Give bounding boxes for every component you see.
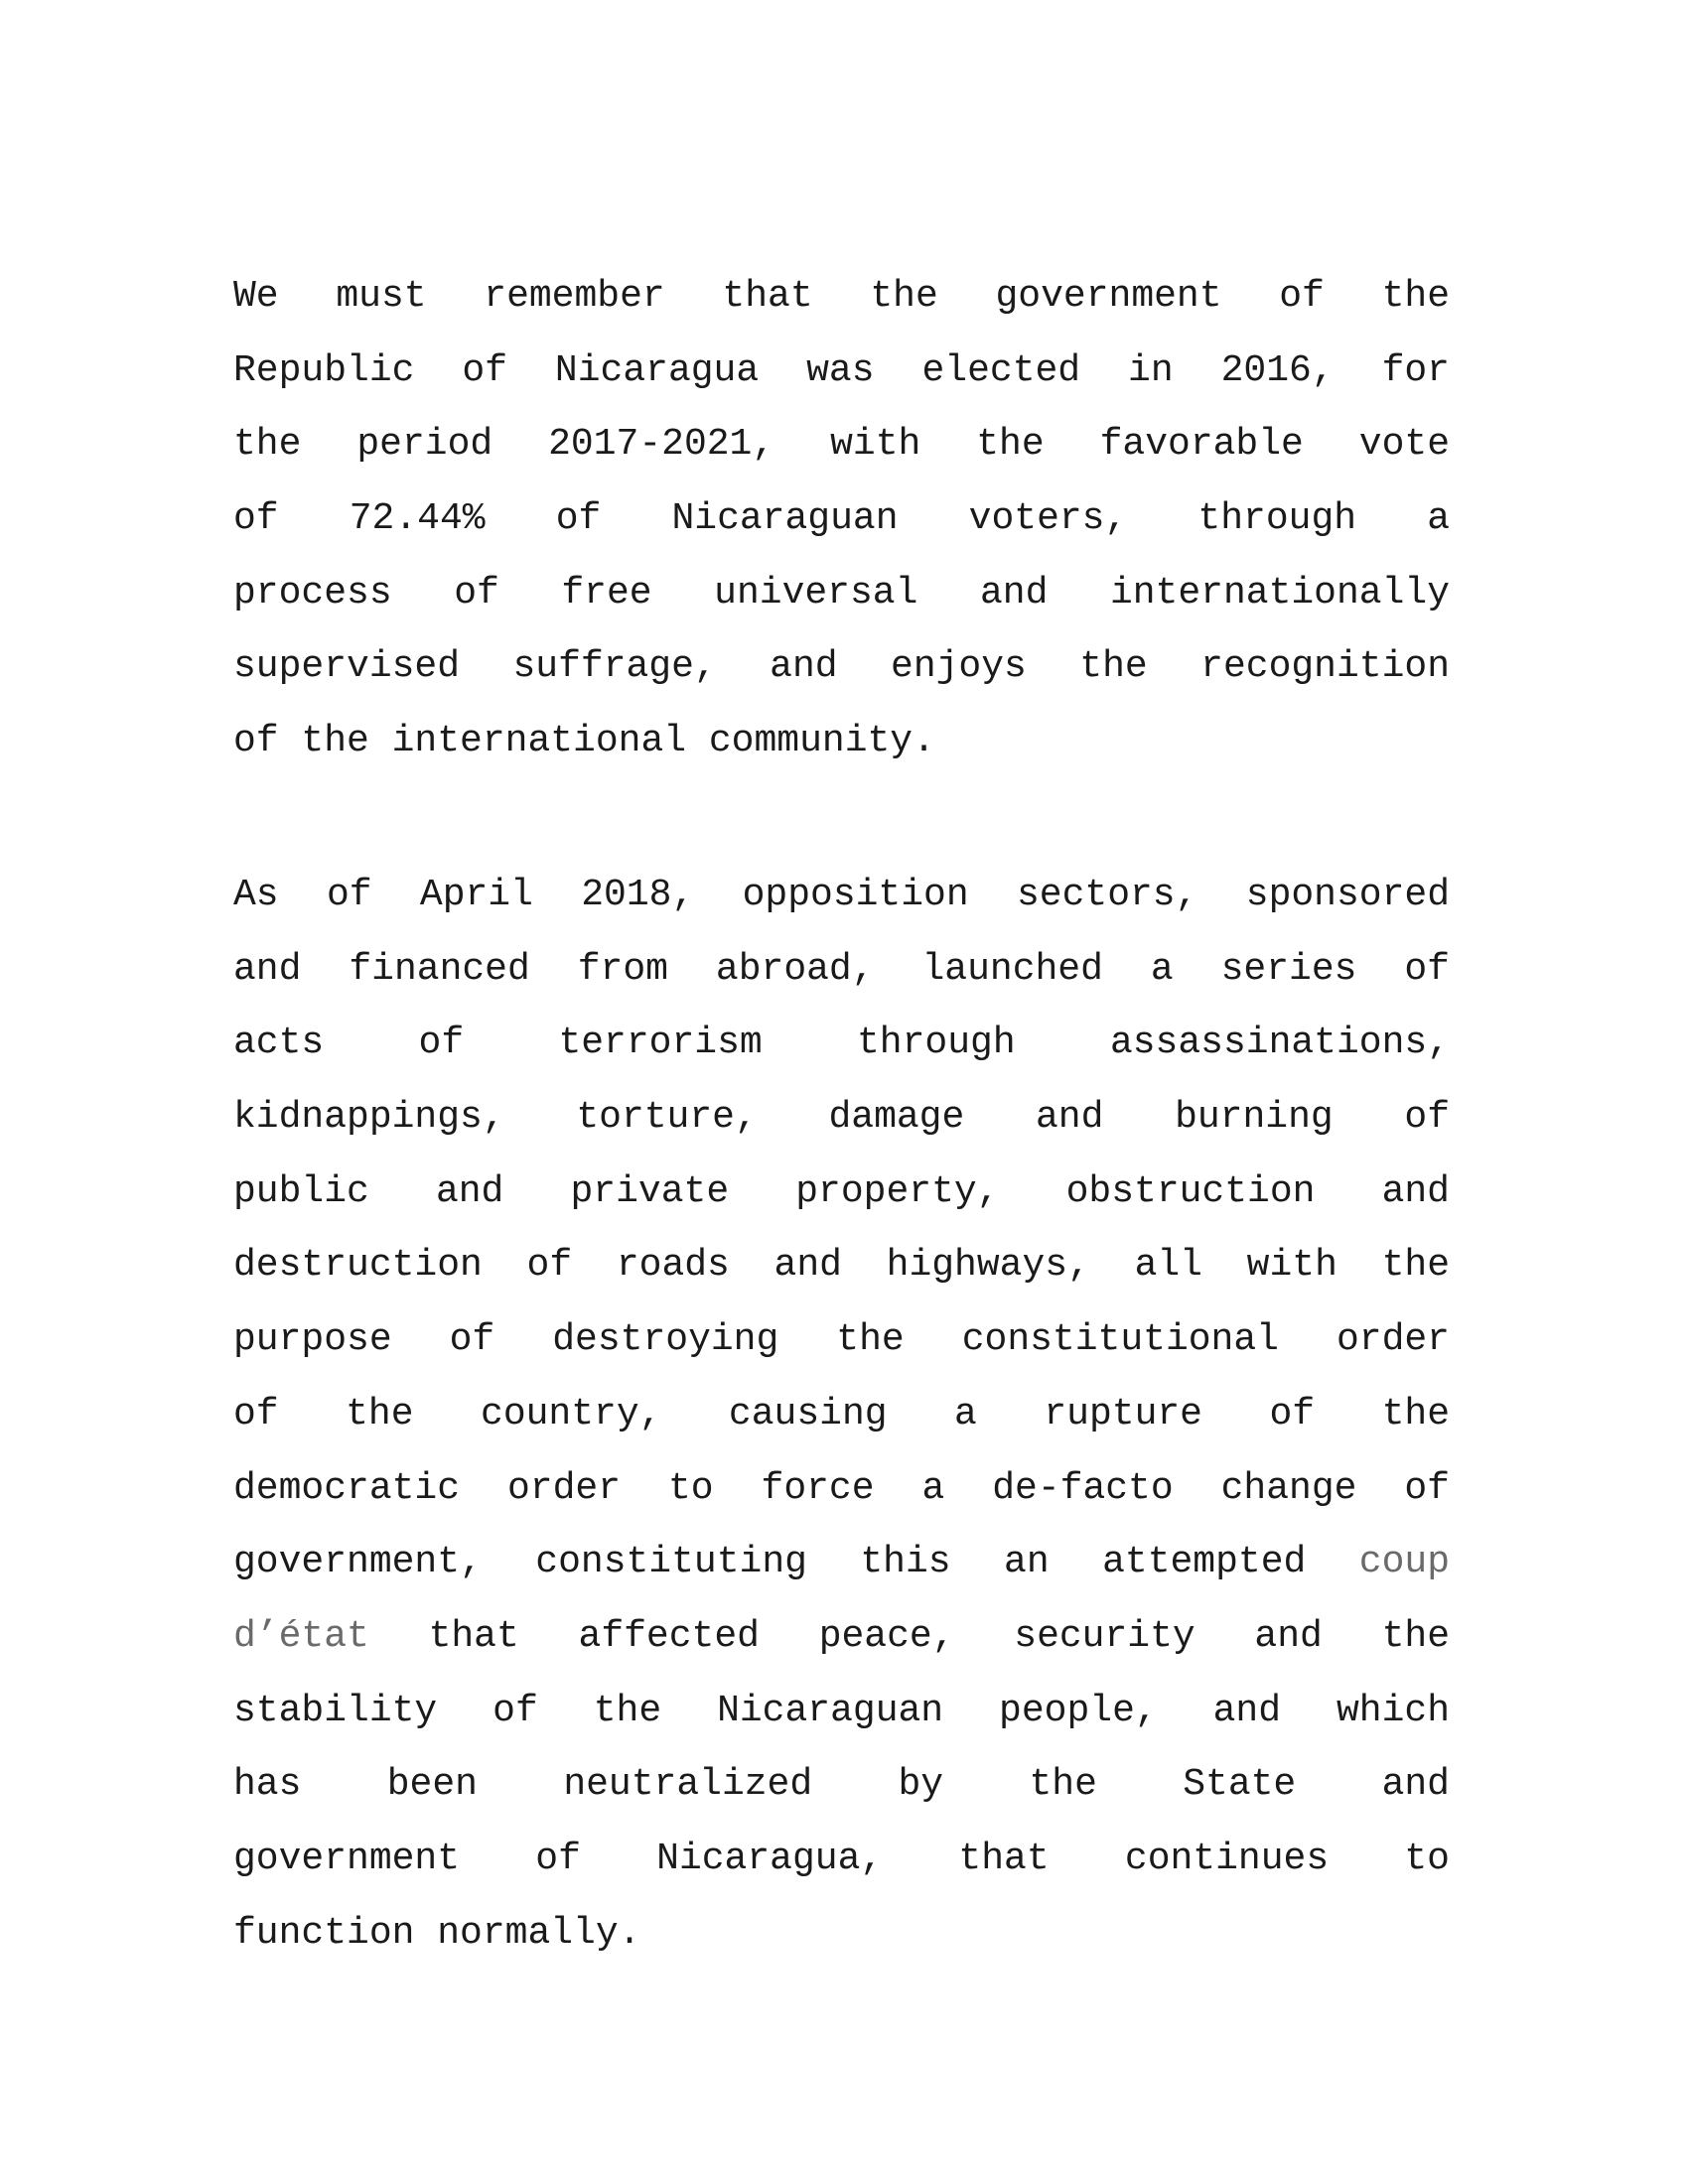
text-line: We must remember that the government of the bbox=[233, 275, 1450, 318]
text-line: purpose of destroying the constitutional order bbox=[233, 1318, 1450, 1362]
text-line: function normally. bbox=[233, 1911, 641, 1955]
text-line: destruction of roads and highways, all with the bbox=[233, 1244, 1450, 1288]
text-line bbox=[233, 1600, 1450, 1675]
text-line: supervised suffrage, and enjoys the recognition bbox=[233, 645, 1450, 689]
foreign-term: d’état bbox=[233, 1614, 369, 1658]
text-line: kidnappings, torture, damage and burning of bbox=[233, 1096, 1450, 1140]
text-line bbox=[233, 1526, 1450, 1600]
text-line: Republic of Nicaragua was elected in 2016, for bbox=[233, 348, 1450, 392]
text-line: democratic order to force a de-facto change of bbox=[233, 1466, 1450, 1510]
paragraph-terrorism bbox=[233, 859, 1450, 1971]
foreign-term: coup bbox=[1358, 1541, 1450, 1584]
text-fragment: government, constituting this an attempted bbox=[233, 1541, 1359, 1584]
text-fragment: that affected peace, security and the bbox=[368, 1614, 1450, 1658]
text-line: of the country, causing a rupture of the bbox=[233, 1392, 1450, 1435]
text-line: acts of terrorism through assassinations, bbox=[233, 1022, 1450, 1065]
paragraph-election bbox=[233, 260, 1450, 779]
text-line: has been neutralized by the State and bbox=[233, 1763, 1450, 1807]
text-line: government of Nicaragua, that continues to bbox=[233, 1837, 1450, 1880]
text-line: public and private property, obstruction and bbox=[233, 1169, 1450, 1213]
text-line: of the international community. bbox=[233, 720, 935, 763]
text-line: process of free universal and internationally bbox=[233, 571, 1450, 614]
text-line: stability of the Nicaraguan people, and which bbox=[233, 1689, 1450, 1732]
text-line: the period 2017-2021, with the favorable vote bbox=[233, 423, 1450, 467]
text-line: and financed from abroad, launched a series of bbox=[233, 947, 1450, 991]
text-line: of 72.44% of Nicaraguan voters, through a bbox=[233, 497, 1450, 541]
text-line: As of April 2018, opposition sectors, sponsored bbox=[233, 874, 1450, 916]
